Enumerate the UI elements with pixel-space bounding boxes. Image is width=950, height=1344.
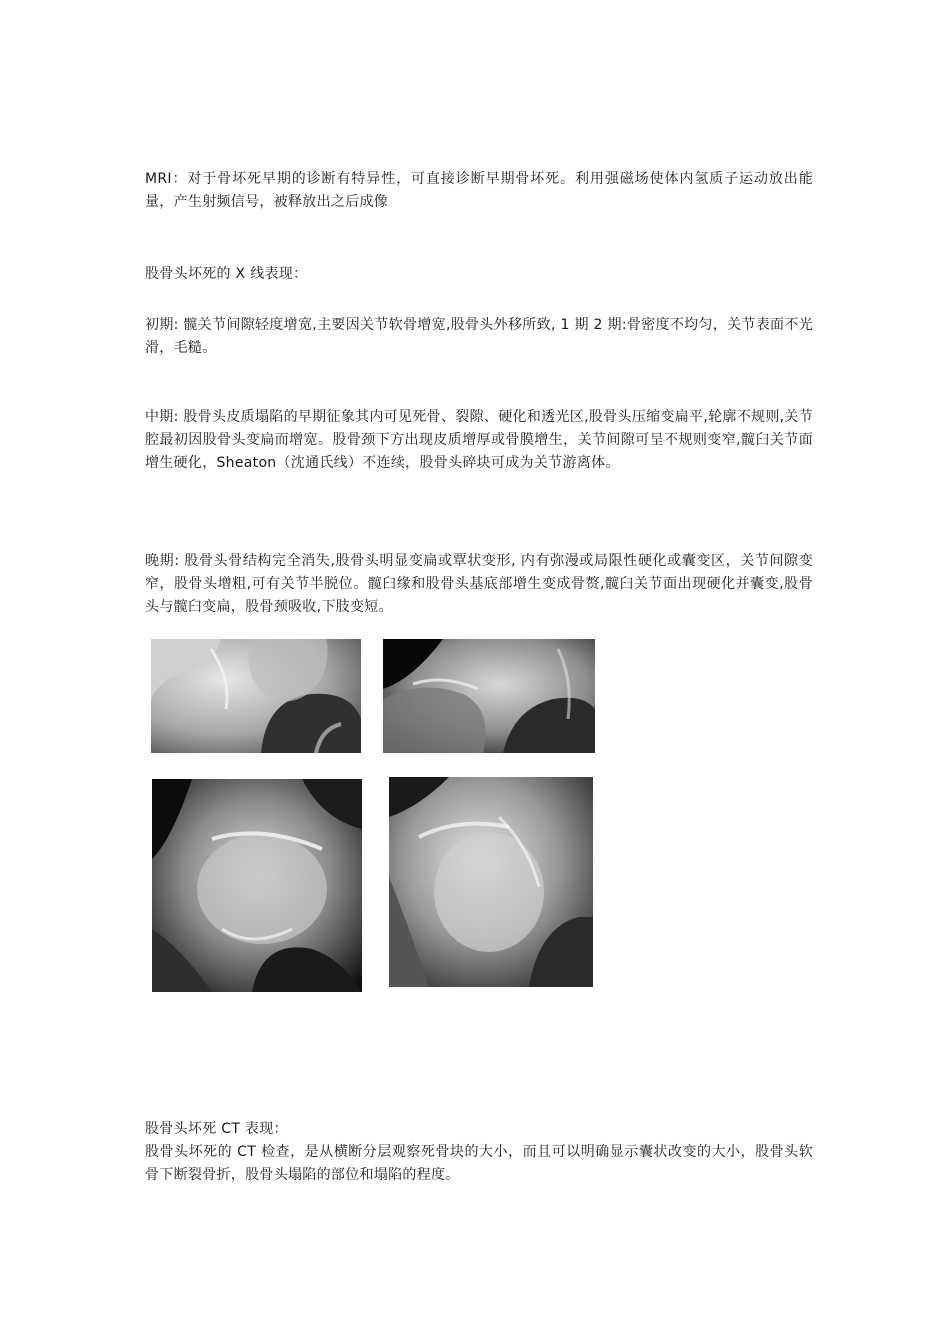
early-stage-paragraph: 初期: 髋关节间隙轻度增宽,主要因关节软骨增宽,股骨头外移所致, 1 期 2 期:骨密度不均匀，关节表面不光滑，毛糙。 [145,317,813,356]
xray-heading: 股骨头坏死的 X 线表现： [145,266,308,282]
late-stage-paragraph: 晚期: 股骨头骨结构完全消失,股骨头明显变扁或覃状变形, 内有弥漫或局限性硬化或囊变区，关节间隙变窄，股骨头增粗,可有关节半脱位。髋臼缘和股骨头基底部增生变成骨赘,髋臼关节面出现硬化并囊变,股骨头与髋臼变扁，股骨颈吸收,下肢变短。 [145,553,813,615]
ct-paragraph: 股骨头坏死的 CT 检查，是从横断分层观察死骨块的大小，而且可以明确显示囊状改变的大小，股骨头软骨下断裂骨折，股骨头塌陷的部位和塌陷的程度。 [145,1144,813,1183]
mri-paragraph: MRI：对于骨坏死早期的诊断有特异性，可直接诊断早期骨坏死。利用强磁场使体内氢质子运动放出能量，产生射频信号，被释放出之后成像 [145,171,813,210]
xray-image-2 [383,639,595,753]
xray-image-1 [151,639,361,753]
xray-image-4 [389,777,593,987]
middle-stage-paragraph: 中期: 股骨头皮质塌陷的早期征象其内可见死骨、裂隙、硬化和透光区,股骨头压缩变扁平,轮廓不规则,关节腔最初因股骨头变扁而增宽。股骨颈下方出现皮质增厚或骨膜增生，关节间隙可呈不规则变窄,髋臼关节面增生硬化，Sheaton（沈通氏线）不连续，股骨头碎块可成为关节游离体。 [145,409,813,471]
ct-heading: 股骨头坏死 CT 表现： [145,1121,288,1137]
xray-image-3 [152,779,362,992]
